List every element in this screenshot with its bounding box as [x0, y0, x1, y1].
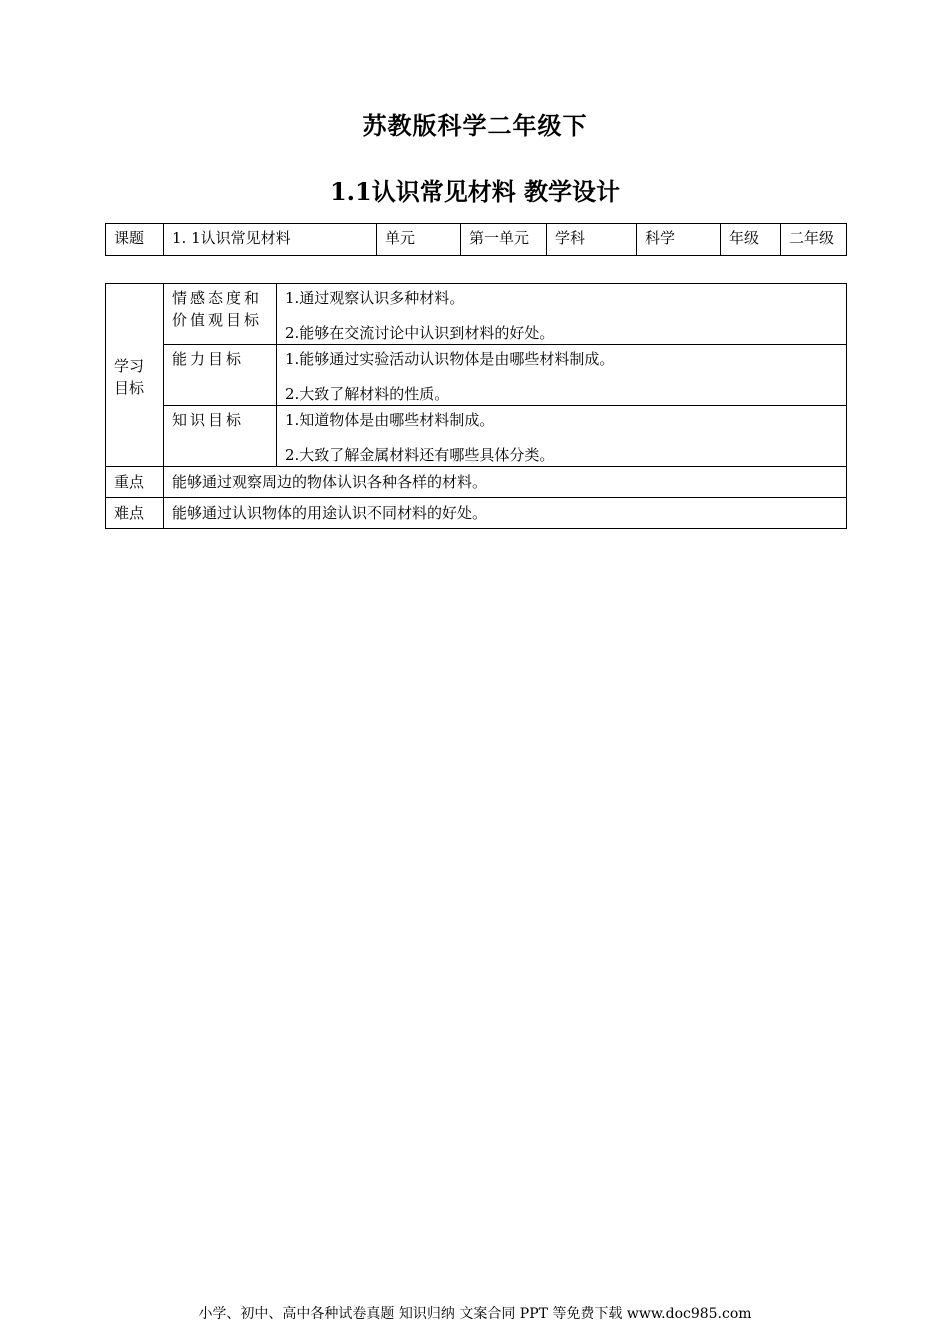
info-table [105, 223, 847, 256]
document-subtitle: 1.1认识常见材料 教学设计 [329, 177, 621, 206]
unit-value: 第一单元 [461, 224, 547, 256]
difficulty-row [106, 498, 847, 529]
goal-content-ability: 1.能够通过实验活动认识物体是由哪些材料制成。 2.大致了解材料的性质。 [277, 345, 847, 406]
key-point-content: 能够通过观察周边的物体认识各种各样的材料。 [164, 467, 847, 498]
lesson-value: 1. 1认识常见材料 [164, 224, 377, 256]
goal-label-ability: 能力目标 [164, 345, 277, 406]
key-point-label: 重点 [106, 467, 164, 498]
goal-row-knowledge [106, 406, 847, 467]
grade-label: 年级 [721, 224, 781, 256]
grade-value: 二年级 [781, 224, 847, 256]
learning-goals-label: 学习 目标 [106, 284, 164, 467]
key-point-row [106, 467, 847, 498]
goal-row-ability [106, 345, 847, 406]
goal-content-attitude: 1.通过观察认识多种材料。 2.能够在交流讨论中认识到材料的好处。 [277, 284, 847, 345]
goal-content-knowledge: 1.知道物体是由哪些材料制成。 2.大致了解金属材料还有哪些具体分类。 [277, 406, 847, 467]
lesson-label: 课题 [106, 224, 164, 256]
unit-label: 单元 [377, 224, 461, 256]
difficulty-content: 能够通过认识物体的用途认识不同材料的好处。 [164, 498, 847, 529]
difficulty-label: 难点 [106, 498, 164, 529]
goal-label-attitude: 情感态度和 价值观目标 [164, 284, 277, 345]
document-title: 苏教版科学二年级下 [362, 111, 588, 140]
goals-table [105, 283, 847, 529]
goal-label-knowledge: 知识目标 [164, 406, 277, 467]
goal-row-attitude [106, 284, 847, 345]
subject-value: 科学 [637, 224, 721, 256]
info-row [106, 224, 847, 256]
subject-label: 学科 [547, 224, 637, 256]
footer-text: 小学、初中、高中各种试卷真题 知识归纳 文案合同 PPT 等免费下载 www.doc985.com [198, 1306, 752, 1322]
